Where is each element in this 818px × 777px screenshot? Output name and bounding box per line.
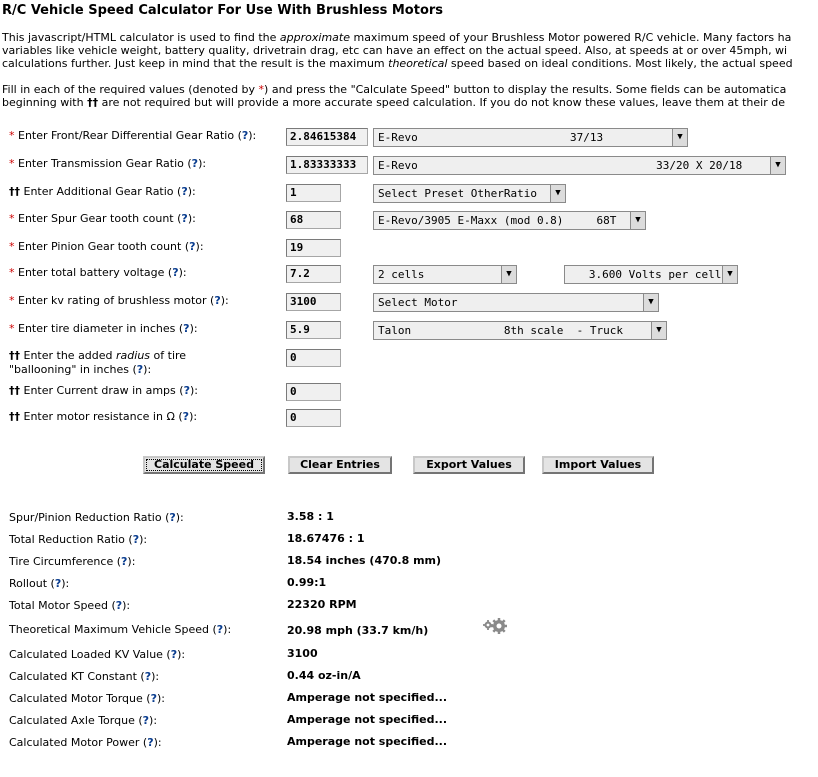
result-value: 0.44 oz-in/A (287, 669, 361, 682)
motor-select[interactable]: Select Motor ▼ (373, 293, 659, 312)
kv-label: * Enter kv rating of brushless motor (?): (9, 294, 229, 307)
help-link[interactable]: ? (183, 384, 190, 397)
help-link[interactable]: ? (54, 577, 62, 590)
spur-input[interactable]: 68 (286, 211, 341, 229)
resistance-input[interactable]: 0 (286, 409, 341, 427)
result-value: 3100 (287, 647, 318, 660)
intro-line-3: calculations further. Just keep in mind that the result is the maximum theoretical speed based on ideal conditions. Most likely, the actual speed (2, 57, 793, 70)
help-link[interactable]: ? (181, 185, 188, 198)
result-label: Tire Circumference (?): (9, 555, 136, 568)
current-label: †† Enter Current draw in amps (?): (9, 384, 198, 397)
voltage-label: * Enter total battery voltage (?): (9, 266, 187, 279)
ballooning-input[interactable]: 0 (286, 349, 341, 367)
import-values-button[interactable]: Import Values (542, 456, 654, 474)
help-link[interactable]: ? (121, 555, 128, 568)
diff-ratio-label: * Enter Front/Rear Differential Gear Ratio (?): (9, 129, 257, 142)
result-label: Calculated KT Constant (?): (9, 670, 160, 683)
result-label: Total Reduction Ratio (?): (9, 533, 148, 546)
result-value: 18.67476 : 1 (287, 532, 365, 545)
help-link[interactable]: ? (214, 294, 221, 307)
transmission-ratio-select[interactable]: E-Revo 33/20 X 20/18 ▼ (373, 156, 786, 175)
tire-select[interactable]: Talon 8th scale - Truck ▼ (373, 321, 667, 340)
chevron-down-icon: ▼ (722, 266, 737, 283)
export-values-button[interactable]: Export Values (413, 456, 525, 474)
result-label: Spur/Pinion Reduction Ratio (?): (9, 511, 184, 524)
pinion-input[interactable]: 19 (286, 239, 341, 257)
help-link[interactable]: ? (115, 599, 123, 612)
clear-entries-button[interactable]: Clear Entries (288, 456, 392, 474)
result-value: 0.99:1 (287, 576, 327, 589)
help-link[interactable]: ? (147, 736, 154, 749)
intro-line-4: Fill in each of the required values (denoted by *) and press the "Calculate Speed" button to display the results. Some fields can be automatica (2, 83, 787, 96)
help-link[interactable]: ? (172, 266, 179, 279)
result-label: Calculated Loaded KV Value (?): (9, 648, 186, 661)
volts-per-cell-select[interactable]: 3.600 Volts per cell ▼ (564, 265, 738, 284)
diff-ratio-input[interactable]: 2.84615384 (286, 128, 368, 146)
intro-line-1: This javascript/HTML calculator is used to find the approximate maximum speed of your Brushless Motor powered R/C vehicle. Many factors ha (2, 31, 792, 44)
help-link[interactable]: ? (182, 410, 190, 423)
chevron-down-icon: ▼ (651, 322, 666, 339)
chevron-down-icon: ▼ (550, 185, 565, 202)
tire-diameter-label: * Enter tire diameter in inches (?): (9, 322, 198, 335)
calculate-speed-button[interactable]: Calculate Speed (143, 456, 265, 474)
result-value: 20.98 mph (33.7 km/h) (287, 624, 429, 637)
chevron-down-icon: ▼ (770, 157, 785, 174)
result-label: Calculated Motor Power (?): (9, 736, 162, 749)
transmission-ratio-input[interactable]: 1.83333333 (286, 156, 368, 174)
help-link[interactable]: ? (189, 240, 196, 253)
page-title: R/C Vehicle Speed Calculator For Use With Brushless Motors (2, 3, 444, 18)
spur-select[interactable]: E-Revo/3905 E-Maxx (mod 0.8) 68T ▼ (373, 211, 646, 230)
ballooning-label: †† Enter the added radius of tire "ballooning" in inches (?): (9, 349, 187, 376)
chevron-down-icon: ▼ (630, 212, 645, 229)
help-link[interactable]: ? (241, 129, 249, 142)
result-value: 22320 RPM (287, 598, 357, 611)
spur-label: * Enter Spur Gear tooth count (?): (9, 212, 196, 225)
additional-ratio-input[interactable]: 1 (286, 184, 341, 202)
gears-icon (482, 617, 508, 637)
help-link[interactable]: ? (191, 157, 199, 170)
result-label: Calculated Motor Torque (?): (9, 692, 165, 705)
help-link[interactable]: ? (150, 692, 157, 705)
help-link[interactable]: ? (144, 670, 152, 683)
cells-select[interactable]: 2 cells ▼ (373, 265, 517, 284)
help-link[interactable]: ? (170, 648, 178, 661)
result-label: Calculated Axle Torque (?): (9, 714, 158, 727)
help-link[interactable]: ? (136, 363, 144, 376)
result-value: Amperage not specified... (287, 735, 447, 748)
transmission-ratio-label: * Enter Transmission Gear Ratio (?): (9, 157, 207, 170)
voltage-input[interactable]: 7.2 (286, 265, 341, 283)
resistance-label: †† Enter motor resistance in Ω (?): (9, 410, 198, 423)
result-value: Amperage not specified... (287, 713, 447, 726)
tire-diameter-input[interactable]: 5.9 (286, 321, 341, 339)
help-link[interactable]: ? (183, 322, 190, 335)
result-value: Amperage not specified... (287, 691, 447, 704)
additional-ratio-label: †† Enter Additional Gear Ratio (?): (9, 185, 196, 198)
chevron-down-icon: ▼ (672, 129, 687, 146)
help-link[interactable]: ? (169, 511, 176, 524)
intro-line-5: beginning with †† are not required but will provide a more accurate speed calculation. If you do not know these values, leave them at their de (2, 96, 785, 109)
pinion-label: * Enter Pinion Gear tooth count (?): (9, 240, 204, 253)
result-label: Rollout (?): (9, 577, 70, 590)
chevron-down-icon: ▼ (643, 294, 658, 311)
result-label: Theoretical Maximum Vehicle Speed (?): (9, 623, 232, 636)
help-link[interactable]: ? (132, 533, 140, 546)
help-link[interactable]: ? (216, 623, 224, 636)
result-value: 3.58 : 1 (287, 510, 334, 523)
kv-input[interactable]: 3100 (286, 293, 341, 311)
diff-ratio-select[interactable]: E-Revo 37/13 ▼ (373, 128, 688, 147)
additional-ratio-select[interactable]: Select Preset OtherRatio ▼ (373, 184, 566, 203)
intro-line-2: variables like vehicle weight, battery quality, drivetrain drag, etc can have an effect on the actual speed. Also, at speeds at or over 45mph, wi (2, 44, 788, 57)
help-link[interactable]: ? (142, 714, 150, 727)
result-value: 18.54 inches (470.8 mm) (287, 554, 442, 567)
chevron-down-icon: ▼ (501, 266, 516, 283)
result-label: Total Motor Speed (?): (9, 599, 131, 612)
current-input[interactable]: 0 (286, 383, 341, 401)
help-link[interactable]: ? (181, 212, 188, 225)
